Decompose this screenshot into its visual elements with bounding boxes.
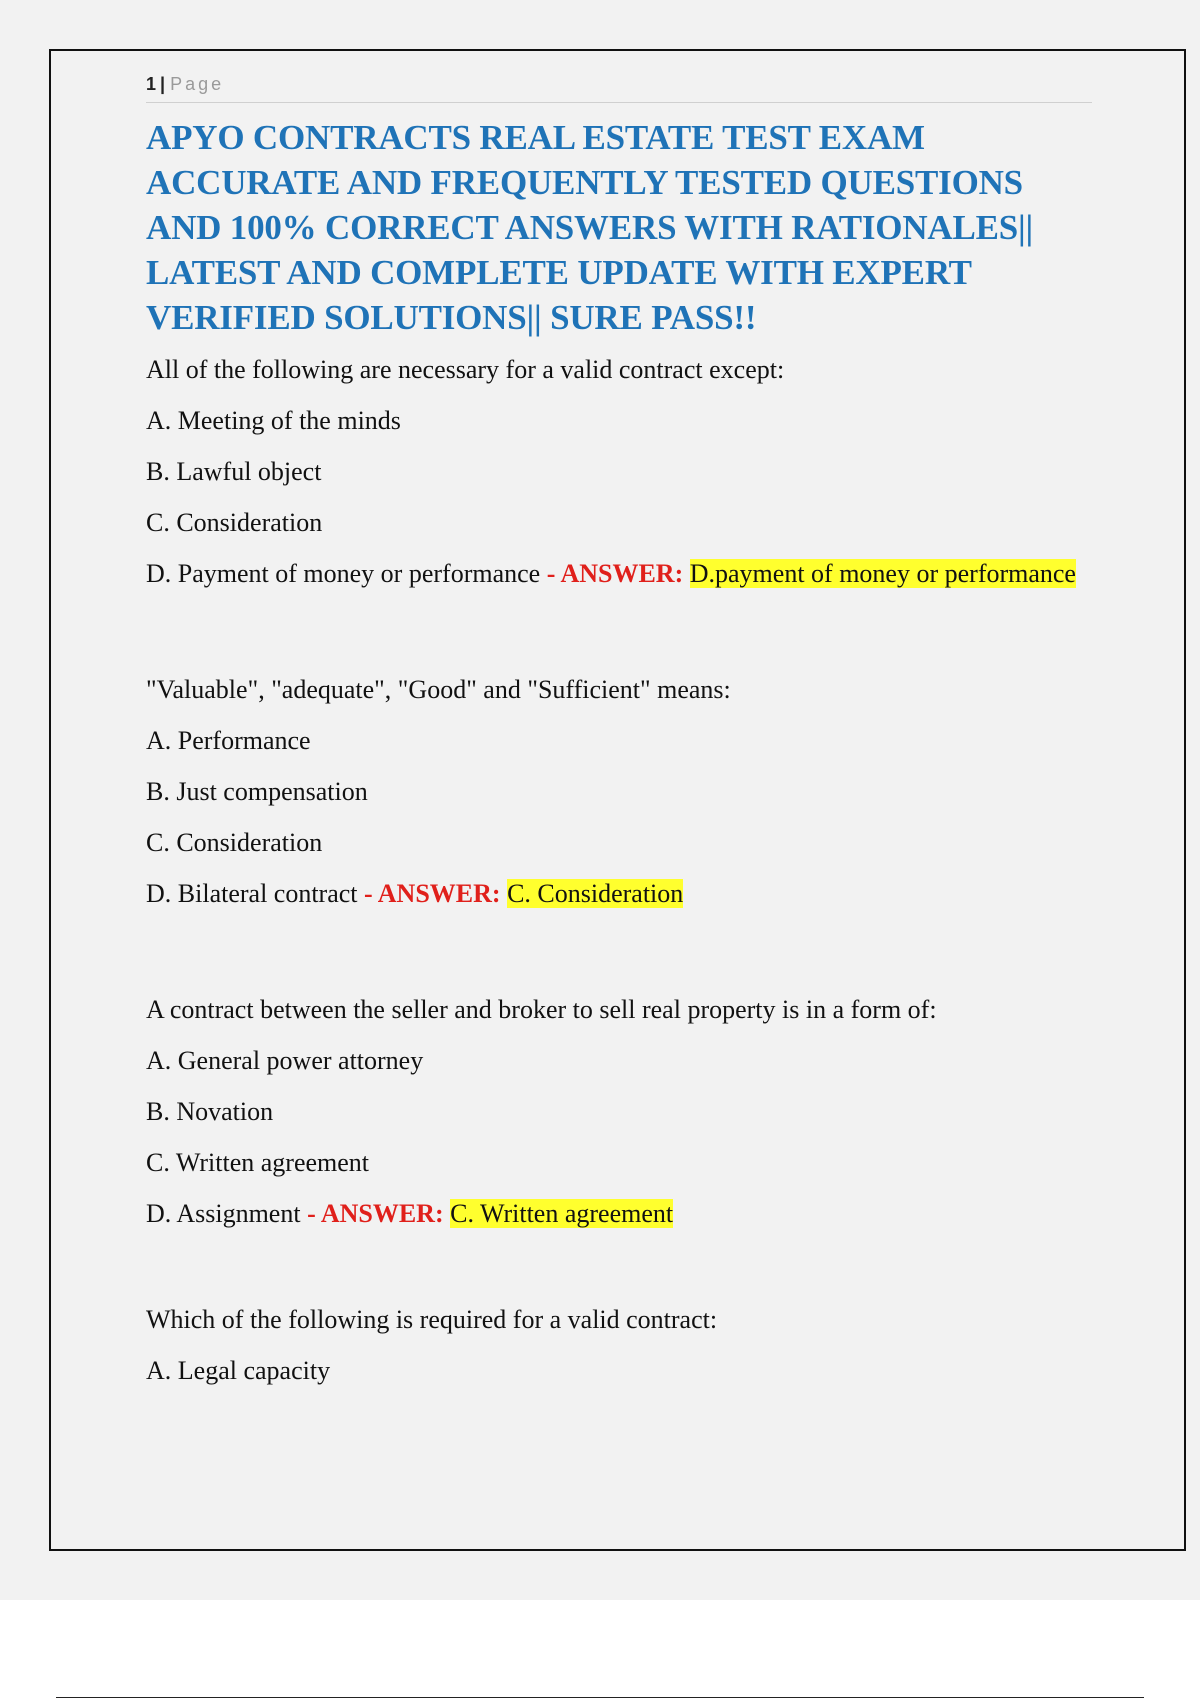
option-d: D. Bilateral contract (146, 879, 358, 908)
page-content (146, 70, 1092, 1387)
option-a: A. General power attorney (146, 1046, 424, 1075)
page-separator: | (160, 74, 166, 94)
answer-label: ANSWER: (560, 559, 684, 588)
page-number: 1 (146, 74, 157, 94)
option-d-with-answer (146, 558, 1092, 590)
option-b: B. Just compensation (146, 777, 368, 806)
question-1 (146, 354, 1092, 590)
next-page-rule (56, 1697, 1144, 1698)
option-c: C. Written agreement (146, 1148, 370, 1177)
answer-separator: - (540, 559, 561, 588)
option-d-with-answer (146, 878, 1092, 910)
question-text: Which of the following is required for a valid contract: (146, 1305, 718, 1334)
question-3 (146, 994, 1092, 1230)
answer-separator: - (300, 1199, 321, 1228)
page-header (146, 70, 1092, 103)
answer-text: C. Written agreement (450, 1199, 674, 1228)
option-b: B. Lawful object (146, 457, 322, 486)
answer-text: D.payment of money or performance (689, 559, 1076, 588)
option-d: D. Payment of money or performance (146, 559, 541, 588)
question-4 (146, 1304, 1092, 1387)
option-c: C. Consideration (146, 828, 323, 857)
answer-separator: - (357, 879, 378, 908)
option-a: A. Meeting of the minds (146, 406, 401, 435)
answer-text: C. Consideration (507, 879, 684, 908)
question-2 (146, 674, 1092, 910)
option-b: B. Novation (146, 1097, 274, 1126)
question-text: A contract between the seller and broker to sell real property is in a form of: (146, 995, 937, 1024)
option-d-with-answer (146, 1198, 1092, 1230)
page-label: Page (170, 74, 225, 94)
option-a: A. Legal capacity (146, 1356, 331, 1385)
question-text: All of the following are necessary for a valid contract except: (146, 355, 785, 384)
option-c: C. Consideration (146, 508, 323, 537)
question-text: "Valuable", "adequate", "Good" and "Sufficient" means: (146, 675, 731, 704)
option-a: A. Performance (146, 726, 311, 755)
answer-label: ANSWER: (377, 879, 501, 908)
option-d: D. Assignment (146, 1199, 301, 1228)
answer-label: ANSWER: (320, 1199, 444, 1228)
document-title: APYO CONTRACTS REAL ESTATE TEST EXAM ACCURATE AND FREQUENTLY TESTED QUESTIONS AND 100% CORRECT ANSWERS WITH RATIONALES|| LATEST AND COMPLETE UPDATE WITH EXPERT VERIFIED SOLUTIONS|| SURE PASS!! (146, 118, 1034, 337)
